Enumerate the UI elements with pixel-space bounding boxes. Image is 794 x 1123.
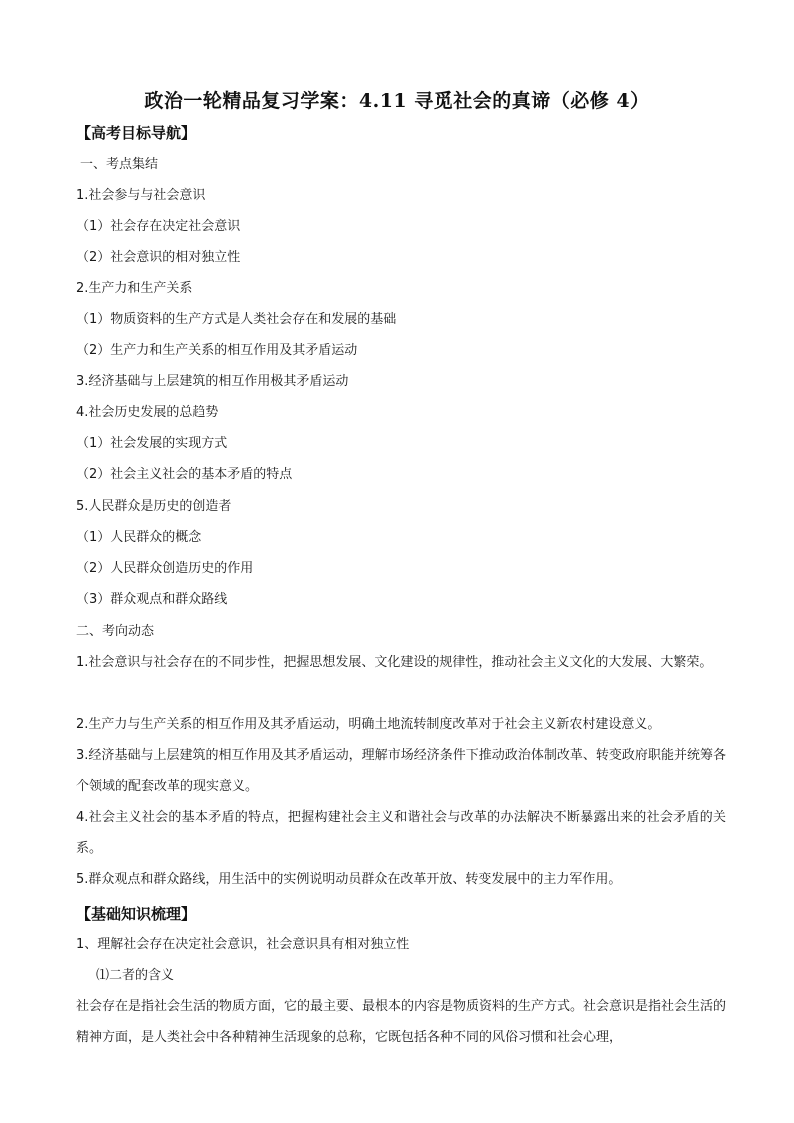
basics-subitem-1: ⑴二者的含义 <box>96 968 175 983</box>
list-item: （1）社会发展的实现方式 <box>76 436 228 451</box>
list-item: 1.社会参与与社会意识 <box>76 188 206 203</box>
trend-paragraph-1: 1.社会意识与社会存在的不同步性，把握思想发展、文化建设的规律性，推动社会主义文化的大发展、大繁荣。 <box>76 655 713 670</box>
list-item: 4.社会历史发展的总趋势 <box>76 405 219 420</box>
list-item: （1）人民群众的概念 <box>76 530 202 545</box>
list-item: （2）社会意识的相对独立性 <box>76 250 241 265</box>
basics-paragraph: 社会存在是指社会生活的物质方面，它的最主要、最根本的内容是物质资料的生产方式。社会意识是指社会生活的精神方面，是人类社会中各种精神生活现象的总称，它既包括各种不同的风俗习惯和社会心理， <box>76 999 727 1045</box>
list-item: （2）人民群众创造历史的作用 <box>76 561 254 576</box>
list-item: （2）社会主义社会的基本矛盾的特点 <box>76 467 293 482</box>
page-title: 政治一轮精品复习学案：4.11 寻觅社会的真谛（必修 4） <box>144 90 650 112</box>
list-item: （2）生产力和生产关系的相互作用及其矛盾运动 <box>76 343 358 358</box>
list-item: （1）社会存在决定社会意识 <box>76 219 241 234</box>
exam-points-heading: 一、考点集结 <box>80 157 159 172</box>
trend-paragraph-3: 3.经济基础与上层建筑的相互作用及其矛盾运动，理解市场经济条件下推动政治体制改革、转变政府职能并统筹各个领域的配套改革的现实意义。 <box>76 748 726 794</box>
list-item: 5.人民群众是历史的创造者 <box>76 499 232 514</box>
list-item: 2.生产力和生产关系 <box>76 281 193 296</box>
section-header-goals: 【高考目标导航】 <box>76 124 197 142</box>
section-header-basics: 【基础知识梳理】 <box>76 905 197 923</box>
trends-heading: 二、考向动态 <box>76 624 155 639</box>
list-item: （3）群众观点和群众路线 <box>76 592 228 607</box>
list-item: 3.经济基础与上层建筑的相互作用极其矛盾运动 <box>76 374 349 389</box>
trend-paragraph-2: 2.生产力与生产关系的相互作用及其矛盾运动，明确土地流转制度改革对于社会主义新农村建设意义。 <box>76 717 661 732</box>
trend-paragraph-5: 5.群众观点和群众路线，用生活中的实例说明动员群众在改革开放、转变发展中的主力军作用。 <box>76 872 622 887</box>
list-item: （1）物质资料的生产方式是人类社会存在和发展的基础 <box>76 312 397 327</box>
trend-paragraph-4: 4.社会主义社会的基本矛盾的特点，把握构建社会主义和谐社会与改革的办法解决不断暴露出来的社会矛盾的关系。 <box>76 810 726 856</box>
basics-item-1: 1、理解社会存在决定社会意识，社会意识具有相对独立性 <box>76 937 410 952</box>
